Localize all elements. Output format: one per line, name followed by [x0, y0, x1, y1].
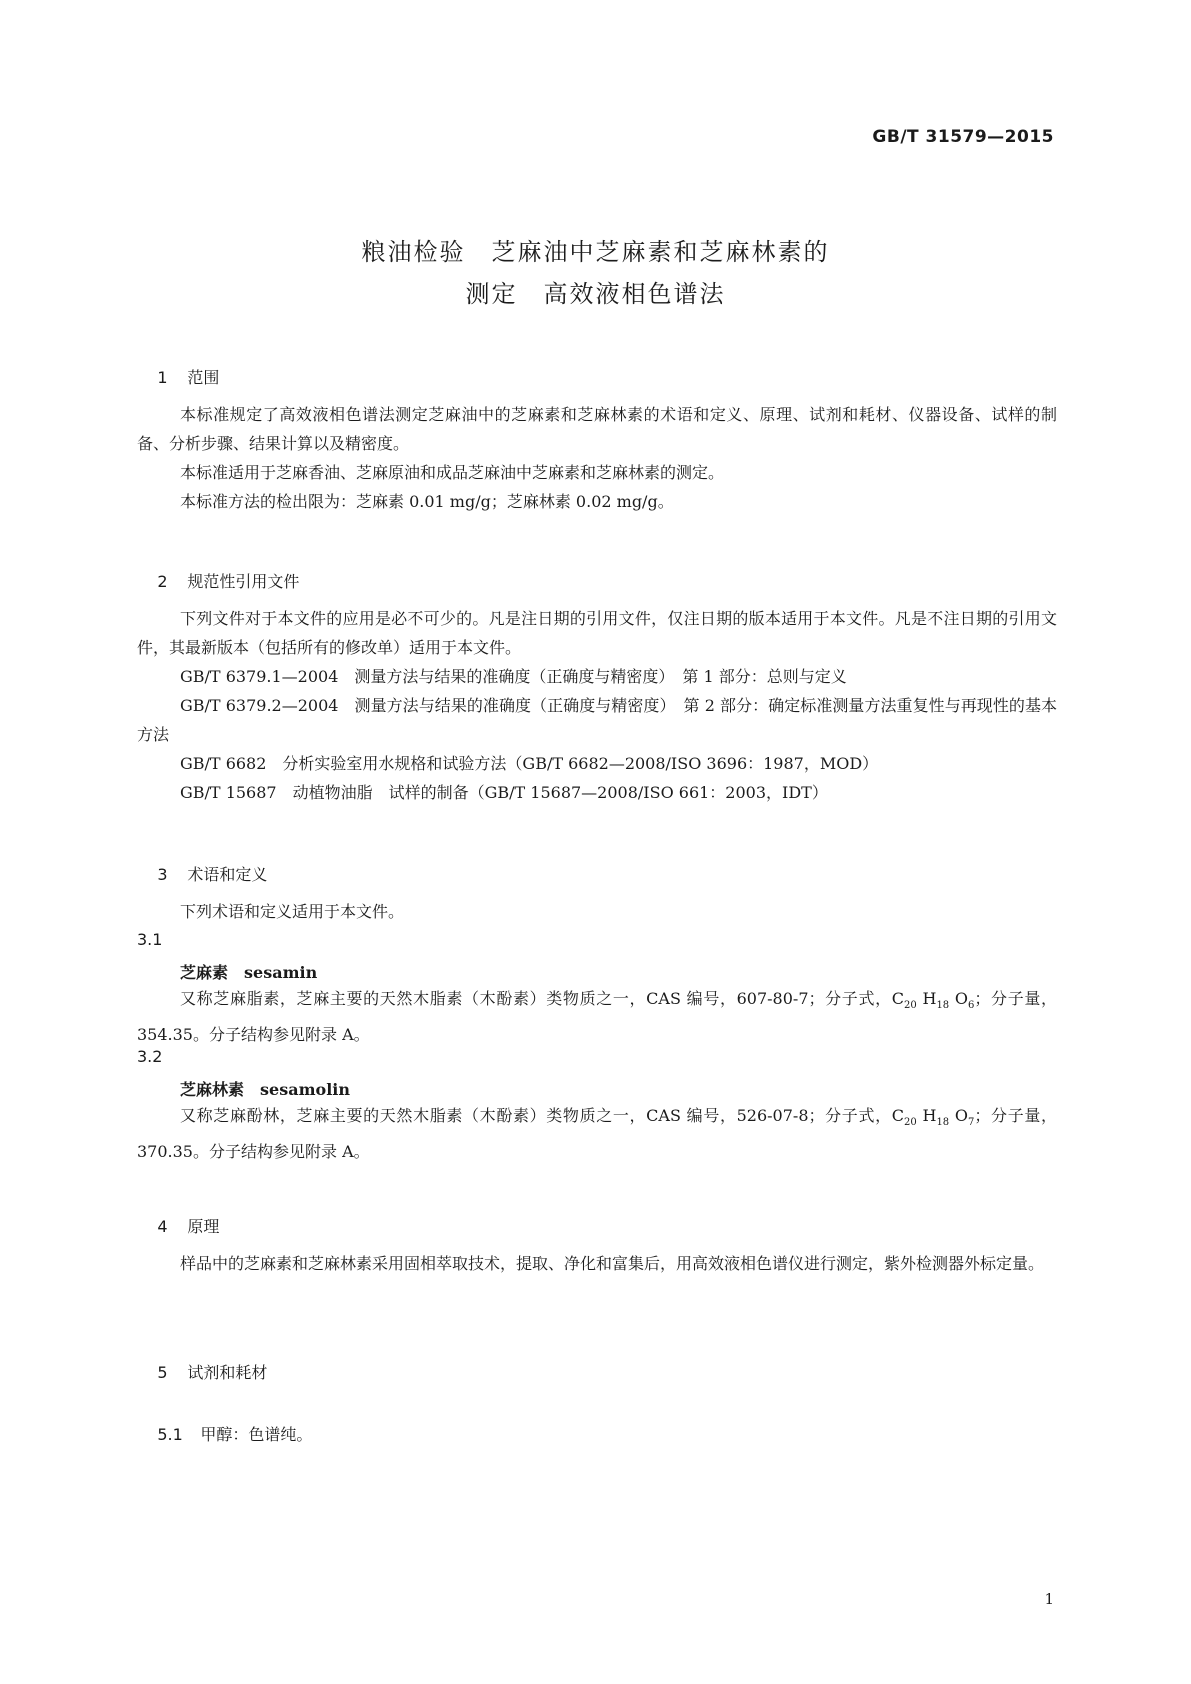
item-number: 5.1	[157, 1425, 183, 1444]
document-title-line-2: 测定 高效液相色谱法	[465, 280, 726, 308]
section-number: 3	[157, 865, 168, 884]
reference-4: GB/T 15687 动植物油脂 试样的制备（GB/T 15687—2008/ISO 661：2003，IDT）	[180, 783, 828, 802]
term-chinese: 芝麻林素	[180, 1080, 245, 1099]
section-number: 1	[157, 368, 168, 387]
section-2-paragraph-1: 下列文件对于本文件的应用是必不可少的。凡是注日期的引用文件，仅注日期的版本适用于本文件。凡是不注日期的引用文件，其最新版本（包括所有的修改单）适用于本文件。	[137, 609, 1057, 657]
section-title: 试剂和耗材	[187, 1363, 268, 1382]
section-1-paragraph-2: 本标准适用于芝麻香油、芝麻原油和成品芝麻油中芝麻素和芝麻林素的测定。	[180, 463, 725, 482]
section-title: 术语和定义	[187, 865, 268, 884]
term-3-1-definition: 又称芝麻脂素，芝麻主要的天然木脂素（木酚素）类物质之一，CAS 编号，607-80-7；分子式，$C_{20}$ $H_{18}$ $O_6$；分子量，354.35。分子结构参见附录 A。	[137, 989, 1058, 1045]
section-3-heading	[137, 843, 267, 904]
document-title-line-1: 粮油检验 芝麻油中芝麻素和芝麻林素的	[361, 238, 830, 266]
term-chinese: 芝麻素	[180, 963, 229, 982]
section-title: 规范性引用文件	[187, 572, 300, 591]
item-5-1	[137, 1403, 312, 1464]
section-3-intro: 下列术语和定义适用于本文件。	[180, 902, 405, 921]
section-4-paragraph-1: 样品中的芝麻素和芝麻林素采用固相萃取技术，提取、净化和富集后，用高效液相色谱仪进行测定，紫外检测器外标定量。	[180, 1254, 1045, 1273]
section-title: 范围	[187, 368, 220, 387]
section-2-heading	[137, 550, 299, 611]
standard-code: GB/T 31579—2015	[872, 127, 1054, 147]
section-title: 原理	[187, 1217, 220, 1236]
section-1-paragraph-1: 本标准规定了高效液相色谱法测定芝麻油中的芝麻素和芝麻林素的术语和定义、原理、试剂和耗材、仪器设备、试样的制备、分析步骤、结果计算以及精密度。	[137, 405, 1057, 453]
section-5-heading	[137, 1341, 267, 1402]
page-number: 1	[1044, 1590, 1054, 1608]
term-3-1-number: 3.1	[137, 930, 163, 949]
item-text: 甲醇：色谱纯。	[200, 1425, 313, 1444]
term-3-2-heading	[180, 1077, 350, 1100]
term-3-1-heading	[180, 960, 317, 983]
reference-1: GB/T 6379.1—2004 测量方法与结果的准确度（正确度与精密度） 第 1 部分：总则与定义	[180, 667, 847, 686]
term-english: sesamolin	[260, 1080, 350, 1099]
section-number: 4	[157, 1217, 168, 1236]
section-number: 2	[157, 572, 168, 591]
term-english: sesamin	[244, 963, 318, 982]
section-1-paragraph-3: 本标准方法的检出限为：芝麻素 0.01 mg/g；芝麻林素 0.02 mg/g。	[180, 492, 674, 511]
reference-3: GB/T 6682 分析实验室用水规格和试验方法（GB/T 6682—2008/ISO 3696：1987，MOD）	[180, 754, 879, 773]
section-4-heading	[137, 1195, 219, 1256]
section-1-heading	[137, 346, 219, 407]
term-3-2-definition: 又称芝麻酚林，芝麻主要的天然木脂素（木酚素）类物质之一，CAS 编号，526-07-8；分子式，$C_{20}$ $H_{18}$ $O_7$；分子量，370.35。分子结构参见附录 A。	[137, 1106, 1058, 1162]
term-3-2-number: 3.2	[137, 1047, 163, 1066]
reference-2: GB/T 6379.2—2004 测量方法与结果的准确度（正确度与精密度） 第 2 部分：确定标准测量方法重复性与再现性的基本方法	[137, 696, 1057, 744]
section-number: 5	[157, 1363, 168, 1382]
